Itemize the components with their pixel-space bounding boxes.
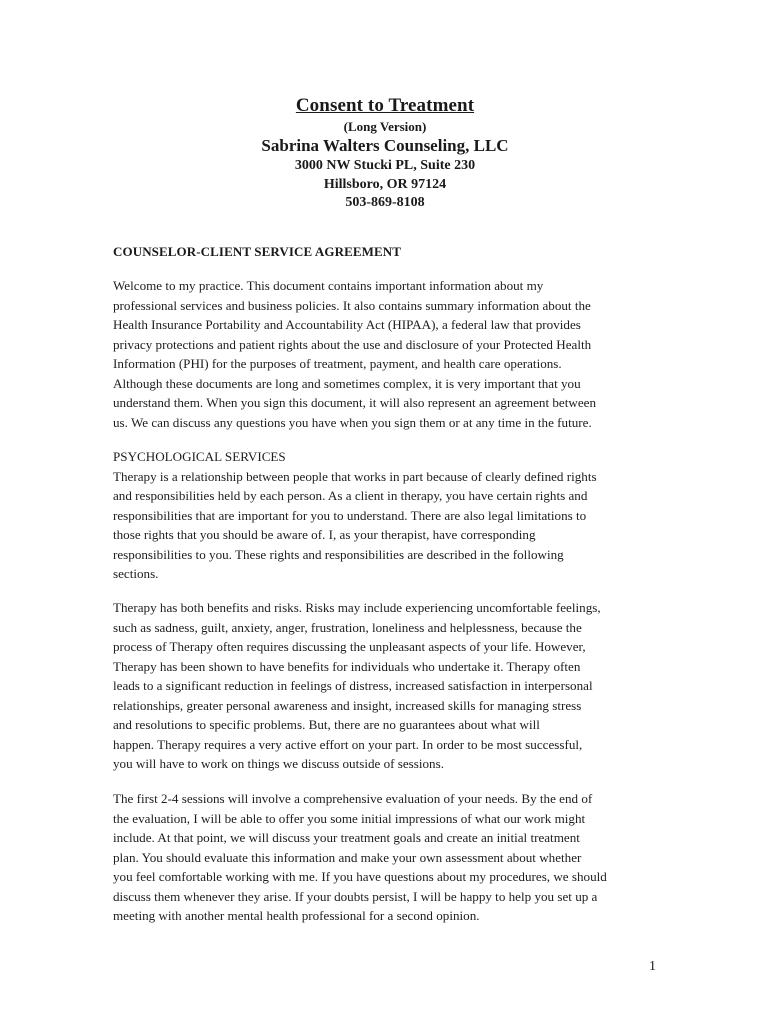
paragraph-line: include. At that point, we will discuss your treatment goals and create an initial treatment: [113, 830, 580, 845]
paragraph-line: and responsibilities held by each person. As a client in therapy, you have certain rights and: [113, 488, 588, 503]
page-number: 1: [649, 959, 656, 974]
paragraph-line: Welcome to my practice. This document contains important information about my: [113, 278, 544, 293]
paragraph-line: discuss them whenever they arise. If your doubts persist, I will be happy to help you set up a: [113, 888, 598, 904]
paragraph-line: us. We can discuss any questions you have when you sign them or at any time in the future.: [113, 414, 592, 430]
paragraph-line: responsibilities to you. These rights and responsibilities are described in the following: [113, 546, 564, 562]
paragraph-line: privacy protections and patient rights about the use and disclosure of your Protected Health: [113, 336, 592, 352]
paragraph-line: and resolutions to specific problems. But, there are no guarantees about what will: [113, 717, 540, 732]
practice-name: Sabrina Walters Counseling, LLC: [261, 136, 509, 155]
paragraph-line: such as sadness, guilt, anxiety, anger, frustration, loneliness and helplessness, because the: [113, 619, 582, 635]
paragraph-benefits-risks: [113, 598, 673, 774]
paragraph-line: Therapy is a relationship between people that works in part because of clearly defined rights: [113, 468, 597, 484]
paragraph-psychological-services: [113, 447, 673, 584]
paragraph-line: relationships, greater personal awareness and insight, increased skills for managing stress: [113, 697, 582, 713]
paragraph-line: Although these documents are long and sometimes complex, it is very important that you: [113, 375, 581, 391]
paragraph-line: Health Insurance Portability and Accountability Act (HIPAA), a federal law that provides: [113, 317, 581, 332]
section-heading: COUNSELOR-CLIENT SERVICE AGREEMENT: [113, 244, 402, 259]
paragraph-line: process of Therapy often requires discussing the unpleasant aspects of your life. However,: [113, 639, 586, 654]
document-subtitle: (Long Version): [343, 119, 427, 134]
paragraph-line: plan. You should evaluate this information and make your own assessment about whether: [113, 849, 582, 865]
paragraph-line: Information (PHI) for the purposes of treatment, payment, and health care operations.: [113, 356, 562, 371]
paragraph-line: professional services and business policies. It also contains summary information about the: [113, 297, 591, 313]
paragraph-line: those rights that you should be aware of. I, as your therapist, have corresponding: [113, 527, 536, 542]
paragraph-line: sections.: [113, 566, 159, 581]
paragraph-line: the evaluation, I will be able to offer you some initial impressions of what our work might: [113, 810, 586, 826]
paragraph-line: Therapy has both benefits and risks. Risks may include experiencing uncomfortable feelings,: [113, 600, 601, 615]
paragraph-line: leads to a significant reduction in feelings of distress, increased satisfaction in interpersonal: [113, 678, 593, 693]
paragraph-line: happen. Therapy requires a very active effort on your part. In order to be most successful,: [113, 736, 583, 752]
address-line-1: 3000 NW Stucki PL, Suite 230: [294, 158, 476, 173]
paragraph-evaluation: [113, 789, 673, 926]
paragraph-line: understand them. When you sign this document, it will also represent an agreement between: [113, 395, 597, 410]
paragraph-line: Therapy has been shown to have benefits for individuals who undertake it. Therapy often: [113, 658, 581, 674]
address-line-2: Hillsboro, OR 97124: [323, 176, 447, 192]
paragraph-line: you feel comfortable working with me. If you have questions about my procedures, we should: [113, 869, 607, 884]
paragraph-line: meeting with another mental health professional for a second opinion.: [113, 908, 480, 923]
paragraph-line: responsibilities that are important for you to understand. There are also legal limitations to: [113, 507, 587, 523]
subsection-heading: PSYCHOLOGICAL SERVICES: [113, 449, 286, 464]
document-header: [0, 94, 770, 213]
phone-number: 503-869-8108: [345, 195, 425, 210]
paragraph-line: The first 2-4 sessions will involve a comprehensive evaluation of your needs. By the end of: [113, 791, 593, 806]
paragraph-line: you will have to work on things we discuss outside of sessions.: [113, 756, 444, 771]
paragraph-welcome: [113, 276, 673, 432]
document-title: Consent to Treatment: [295, 95, 475, 116]
